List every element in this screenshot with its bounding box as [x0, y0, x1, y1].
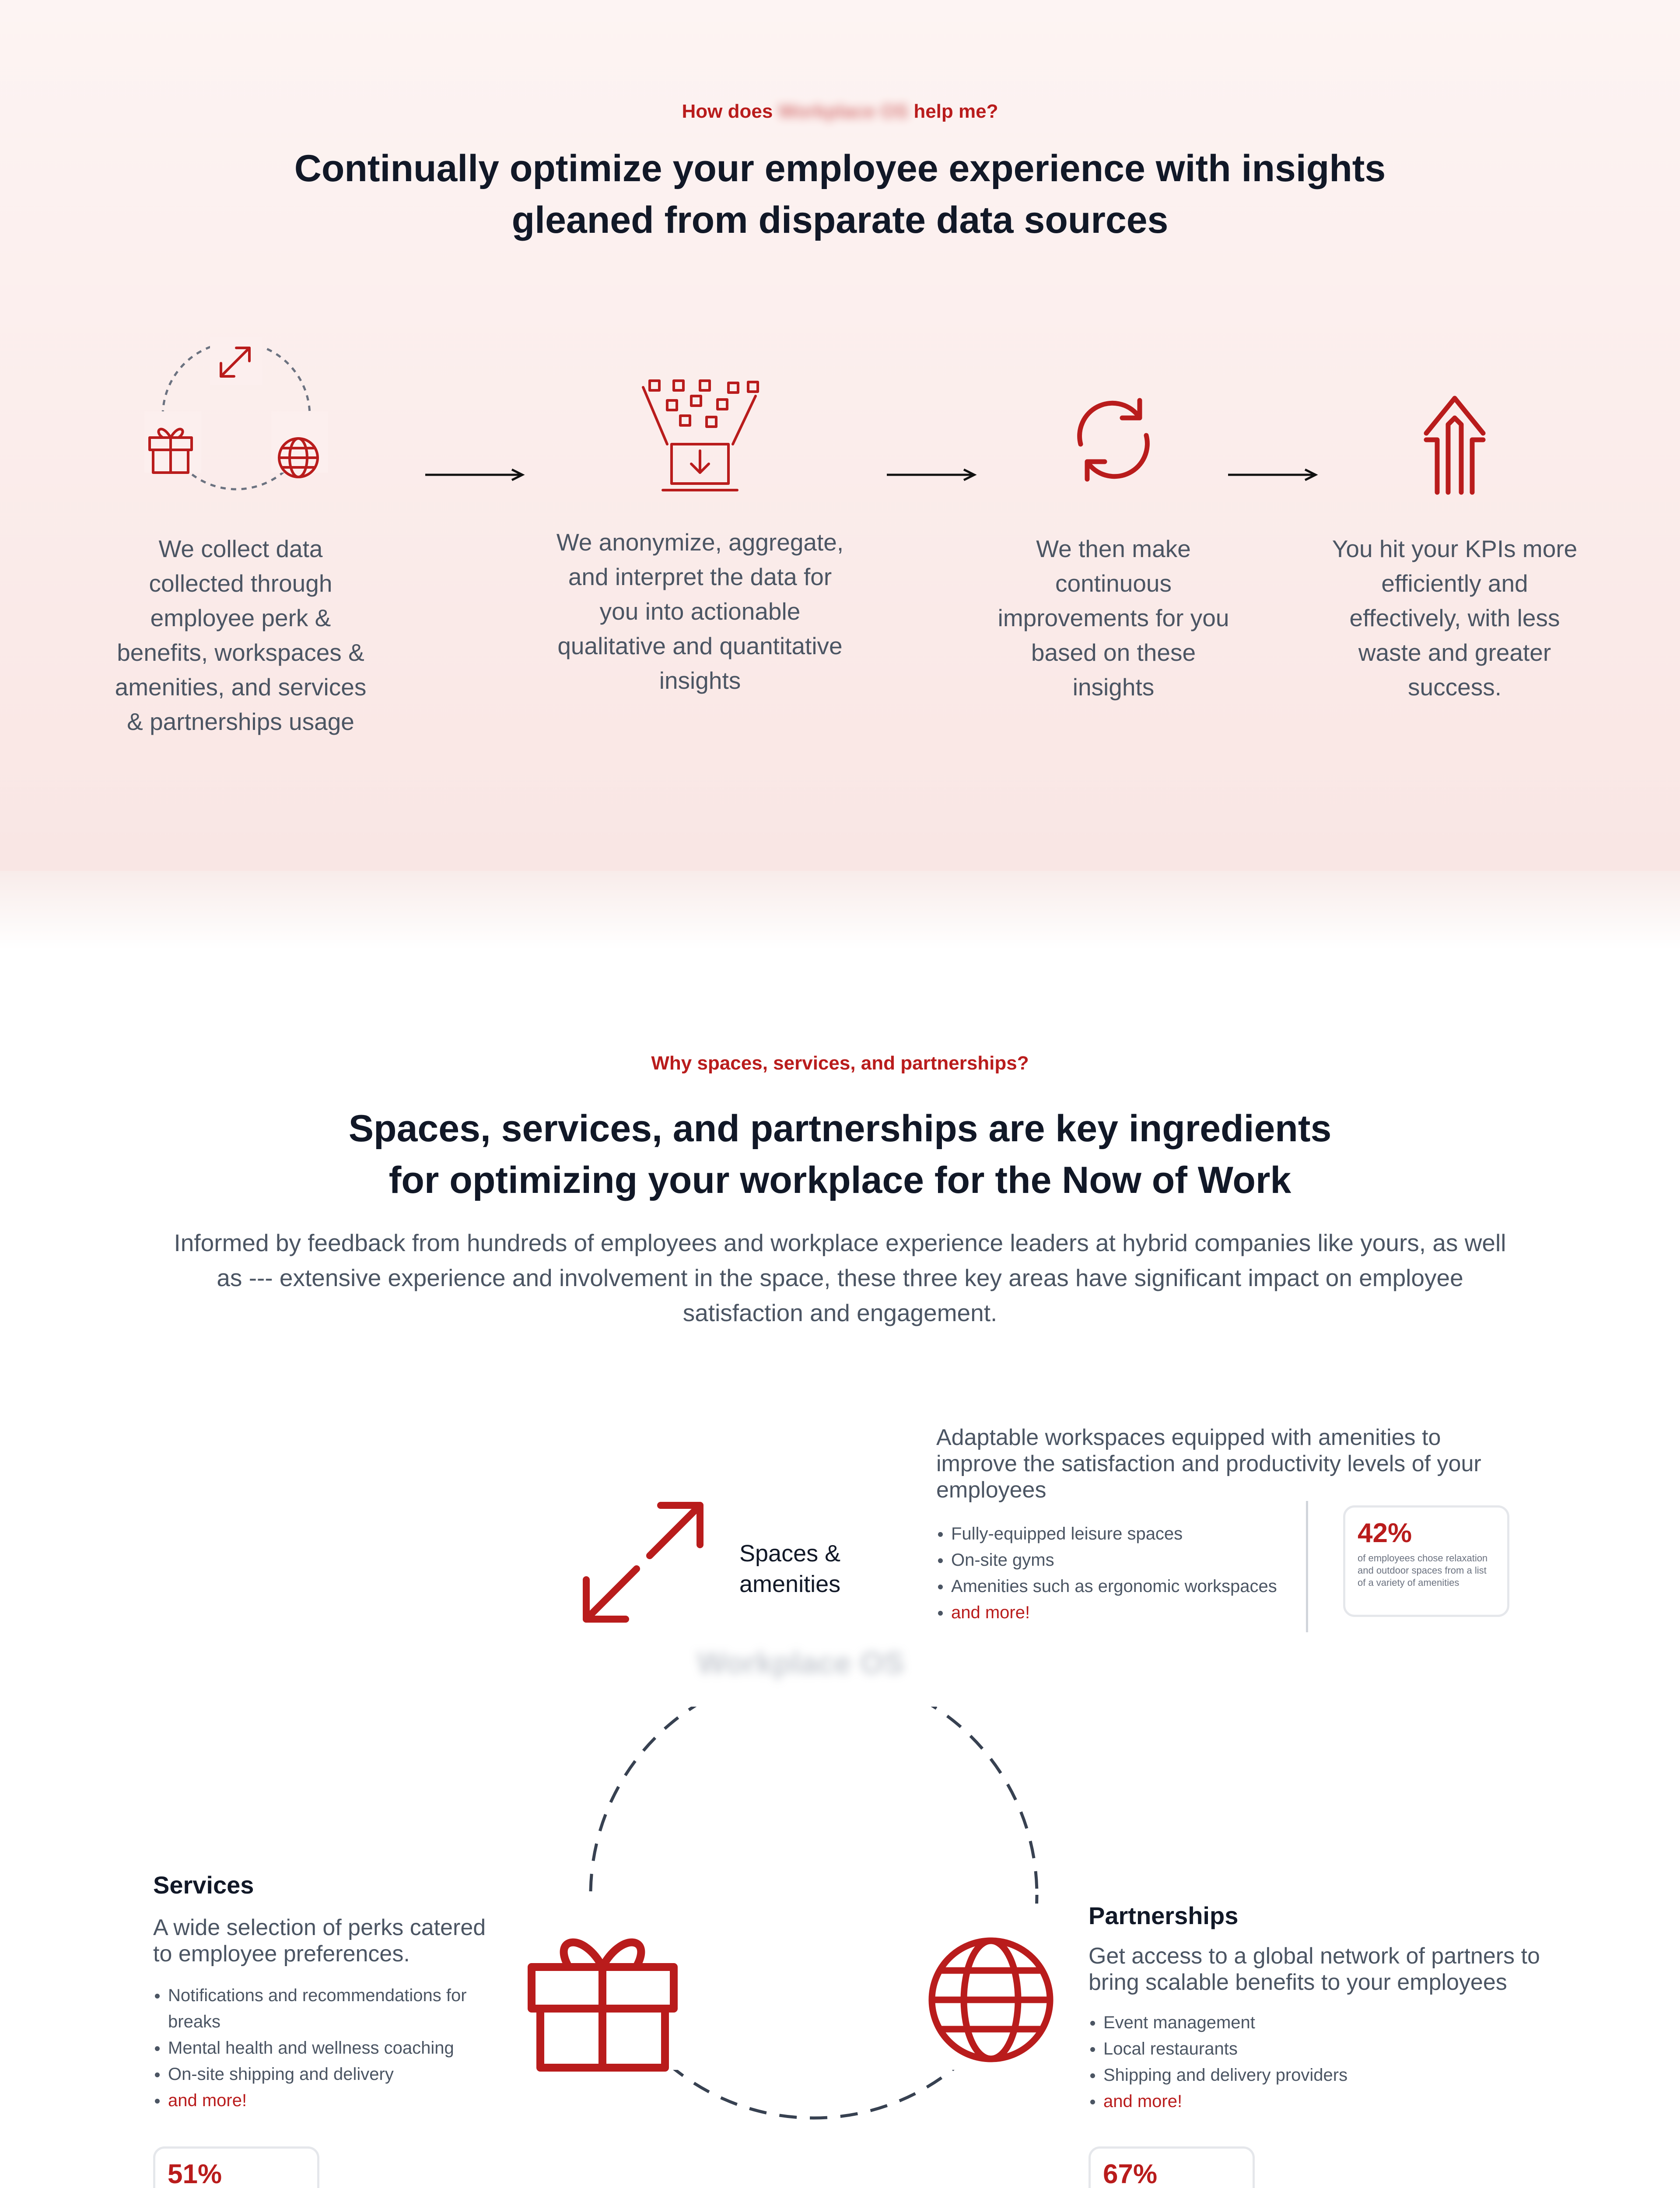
list-item: On-site shipping and delivery — [153, 2061, 494, 2087]
label-line: Spaces & — [739, 1540, 841, 1567]
gift-icon — [527, 1928, 678, 2072]
how-it-helps-eyebrow — [0, 101, 1680, 123]
stat-percent: 42% — [1358, 1518, 1412, 1548]
brand-name: Workplace OS — [697, 1646, 904, 1680]
spaces-description: Adaptable workspaces equipped with amenities to improve the satisfaction and productivity levels of your employees — [936, 1425, 1481, 1503]
collect-cycle-icon — [144, 333, 328, 503]
title-line: for optimizing your workplace for the Now of Work — [388, 1159, 1292, 1201]
list-item: Amenities such as ergonomic workspaces — [936, 1573, 1299, 1599]
title-line: gleaned from disparate data sources — [511, 199, 1169, 241]
step-text: You hit your KPIs more efficiently and effectively, with less waste and greater success. — [1332, 535, 1578, 701]
expand-arrows-icon — [578, 1497, 709, 1628]
globe-icon — [928, 1936, 1054, 2063]
title-line: Continually optimize your employee experience with insights — [294, 147, 1386, 189]
partnerships-list — [1088, 2009, 1482, 2114]
section-fade — [0, 871, 1680, 950]
partnerships-title: Partnerships — [1088, 1902, 1239, 1929]
spaces-list — [936, 1521, 1299, 1626]
and-more-link[interactable]: and more! — [936, 1599, 1299, 1626]
list-item: Mental health and wellness coaching — [153, 2035, 494, 2061]
services-list — [153, 1982, 494, 2114]
brand-name: Workplace OS — [778, 101, 909, 122]
title-line: Spaces, services, and partnerships are key ingredients — [348, 1108, 1332, 1150]
and-more-link[interactable]: and more! — [153, 2087, 494, 2114]
list-item: Local restaurants — [1088, 2036, 1482, 2062]
services-title: Services — [153, 1871, 254, 1899]
list-item: Fully-equipped leisure spaces — [936, 1521, 1299, 1547]
eyebrow-text: help me? — [914, 101, 998, 122]
arrow-right-icon — [886, 468, 978, 481]
refresh-icon — [1068, 394, 1159, 486]
divider — [1306, 1501, 1308, 1632]
arrows-up-icon — [1418, 392, 1492, 497]
partnerships-description: Get access to a global network of partners to bring scalable benefits to your employees — [1088, 1943, 1540, 1995]
step-text: We then make continuous improvements for you based on these insights — [998, 535, 1229, 701]
list-item: Shipping and delivery providers — [1088, 2062, 1482, 2088]
label-line: amenities — [739, 1571, 841, 1597]
why-eyebrow: Why spaces, services, and partnerships? — [651, 1052, 1029, 1074]
step-text: We collect data collected through employee perk & benefits, workspaces & amenities, and services & partnerships usage — [115, 535, 367, 735]
stat-caption: of employees chose relaxation and outdoor spaces from a list of a variety of amenities — [1358, 1553, 1488, 1588]
step-text: We anonymize, aggregate, and interpret the data for you into actionable qualitative and quantitative insights — [556, 529, 844, 694]
stat-percent: 67% — [1103, 2159, 1158, 2188]
stat-percent: 51% — [168, 2159, 222, 2188]
arrow-right-icon — [1227, 468, 1319, 481]
and-more-link[interactable]: and more! — [1088, 2088, 1482, 2114]
list-item: Event management — [1088, 2009, 1482, 2036]
how-it-helps-title — [0, 143, 1680, 246]
brand-logo — [678, 1645, 923, 1680]
spaces-stat-card — [1343, 1505, 1509, 1617]
arrow-right-icon — [424, 468, 525, 481]
why-title — [0, 1103, 1680, 1206]
services-stat-card — [153, 2146, 319, 2188]
data-funnel-icon — [641, 379, 759, 494]
why-intro: Informed by feedback from hundreds of employees and workplace experience leaders at hybrid companies like yours, as well as --- extensive experience and involvement in the space, these three key areas have significant impact on employee satisfaction and engagement. — [174, 1229, 1506, 1326]
list-item: Notifications and recommendations for breaks — [153, 1982, 494, 2035]
partnerships-stat-card — [1088, 2146, 1255, 2188]
list-item: On-site gyms — [936, 1547, 1299, 1573]
spaces-label — [739, 1538, 840, 1599]
eyebrow-text: How does — [682, 101, 773, 122]
services-description: A wide selection of perks catered to employee preferences. — [153, 1915, 486, 1967]
